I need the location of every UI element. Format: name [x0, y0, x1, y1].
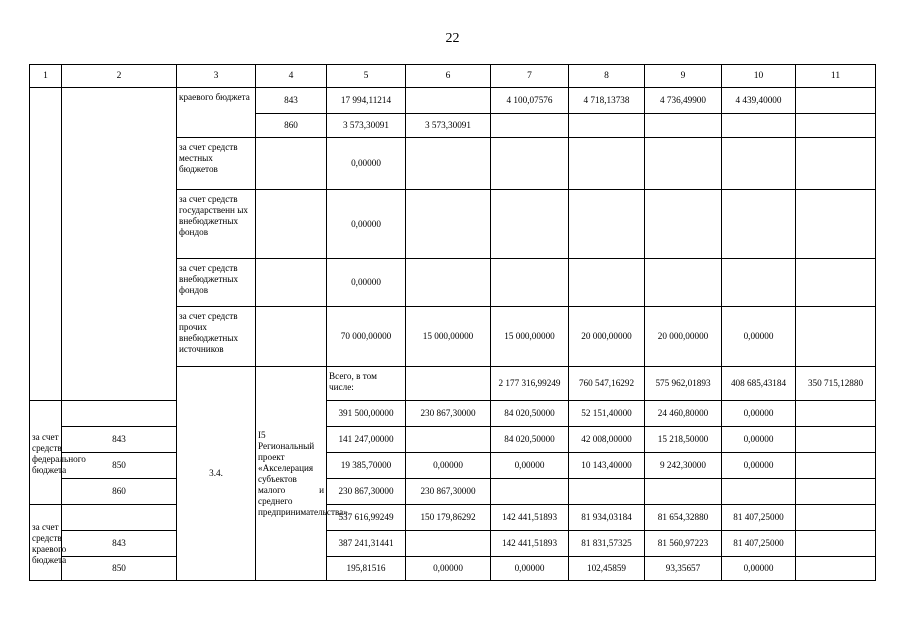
value-cell: 3 573,30091 [327, 114, 406, 138]
budget-code: 860 [256, 114, 327, 138]
value-cell: 230 867,30000 [327, 479, 406, 505]
value-cell: 350 715,12880 [796, 367, 876, 401]
value-cell: 0,00000 [491, 557, 569, 581]
name-cell-empty [62, 88, 177, 401]
page-number: 22 [445, 31, 460, 46]
column-header: 1 [30, 65, 62, 88]
value-cell: 4 100,07576 [491, 88, 569, 114]
value-cell: 0,00000 [406, 453, 491, 479]
value-cell: 142 441,51893 [491, 531, 569, 557]
value-cell [406, 427, 491, 453]
value-cell [491, 114, 569, 138]
value-cell [491, 138, 569, 190]
budget-code [256, 307, 327, 367]
value-cell: 81 407,25000 [722, 531, 796, 557]
value-cell: 17 994,11214 [327, 88, 406, 114]
budget-code [256, 259, 327, 307]
column-header: 3 [177, 65, 256, 88]
value-cell: 537 616,99249 [327, 505, 406, 531]
value-cell: 10 143,40000 [569, 453, 645, 479]
value-cell [796, 479, 876, 505]
table-row [30, 505, 876, 531]
value-cell [796, 531, 876, 557]
value-cell [569, 479, 645, 505]
source-extrabudgetary-funds: за счет средств внебюджетных фондов [177, 259, 256, 307]
value-cell: 230 867,30000 [406, 479, 491, 505]
value-cell [796, 427, 876, 453]
value-cell [796, 114, 876, 138]
value-cell [491, 259, 569, 307]
table-row [30, 88, 876, 114]
value-cell [569, 259, 645, 307]
value-cell: 24 460,80000 [645, 401, 722, 427]
table-row [30, 531, 876, 557]
value-cell: 0,00000 [327, 138, 406, 190]
value-cell: 20 000,00000 [645, 307, 722, 367]
column-header: 10 [722, 65, 796, 88]
value-cell: 19 385,70000 [327, 453, 406, 479]
budget-code [256, 138, 327, 190]
table-row [30, 427, 876, 453]
value-cell [722, 479, 796, 505]
value-cell: 195,81516 [327, 557, 406, 581]
column-header: 4 [256, 65, 327, 88]
value-cell: 230 867,30000 [406, 401, 491, 427]
value-cell: 15 218,50000 [645, 427, 722, 453]
value-cell [796, 259, 876, 307]
value-cell: 0,00000 [327, 259, 406, 307]
budget-code: 850 [62, 453, 177, 479]
value-cell: 20 000,00000 [569, 307, 645, 367]
value-cell [722, 259, 796, 307]
value-cell: 142 441,51893 [491, 505, 569, 531]
column-header: 7 [491, 65, 569, 88]
value-cell: 81 831,57325 [569, 531, 645, 557]
value-cell: 81 654,32880 [645, 505, 722, 531]
value-cell: 141 247,00000 [327, 427, 406, 453]
value-cell: 0,00000 [722, 307, 796, 367]
value-cell [569, 190, 645, 259]
budget-code: 850 [62, 557, 177, 581]
value-cell: 760 547,16292 [569, 367, 645, 401]
value-cell: 0,00000 [327, 190, 406, 259]
table-row [30, 557, 876, 581]
value-cell [796, 88, 876, 114]
value-cell: 3 573,30091 [406, 114, 491, 138]
value-cell: 2 177 316,99249 [491, 367, 569, 401]
value-cell: 93,35657 [645, 557, 722, 581]
value-cell [645, 259, 722, 307]
value-cell: 84 020,50000 [491, 427, 569, 453]
value-cell: 387 241,31441 [327, 531, 406, 557]
value-cell: 102,45859 [569, 557, 645, 581]
source-regional-budget-full: за счет средств краевого бюджета [30, 505, 62, 581]
value-cell [722, 138, 796, 190]
value-cell: 81 934,03184 [569, 505, 645, 531]
budget-code [256, 190, 327, 259]
value-cell [569, 138, 645, 190]
value-cell: 408 685,43184 [722, 367, 796, 401]
source-total: Всего, в том числе: [327, 367, 406, 401]
value-cell [796, 307, 876, 367]
column-header: 8 [569, 65, 645, 88]
value-cell: 4 439,40000 [722, 88, 796, 114]
value-cell: 70 000,00000 [327, 307, 406, 367]
column-number-row [30, 65, 876, 88]
budget-code [62, 401, 177, 427]
value-cell: 0,00000 [722, 453, 796, 479]
value-cell [406, 531, 491, 557]
value-cell: 0,00000 [722, 557, 796, 581]
value-cell [722, 190, 796, 259]
budget-code: 843 [62, 531, 177, 557]
value-cell: 4 736,49900 [645, 88, 722, 114]
source-regional-budget: краевого бюджета [177, 88, 256, 138]
value-cell [796, 138, 876, 190]
number-cell-empty [30, 88, 62, 401]
value-cell: 391 500,00000 [327, 401, 406, 427]
value-cell [406, 138, 491, 190]
source-state-extrabudgetary-funds: за счет средств государственн ых внебюджетных фондов [177, 190, 256, 259]
source-other-extrabudgetary: за счет средств прочих внебюджетных источников [177, 307, 256, 367]
value-cell [569, 114, 645, 138]
value-cell: 0,00000 [491, 453, 569, 479]
source-local-budgets: за счет средств местных бюджетов [177, 138, 256, 190]
value-cell [796, 190, 876, 259]
value-cell [645, 479, 722, 505]
project-title: I5 Региональный проект «Акселерация субъектов малого и среднего предпринимательства» [256, 367, 327, 581]
value-cell: 4 718,13738 [569, 88, 645, 114]
value-cell [722, 114, 796, 138]
value-cell: 15 000,00000 [406, 307, 491, 367]
value-cell [645, 114, 722, 138]
value-cell [796, 401, 876, 427]
column-header: 6 [406, 65, 491, 88]
value-cell: 15 000,00000 [491, 307, 569, 367]
value-cell: 0,00000 [722, 401, 796, 427]
value-cell: 0,00000 [406, 557, 491, 581]
table-row [30, 479, 876, 505]
value-cell: 575 962,01893 [645, 367, 722, 401]
budget-code [62, 505, 177, 531]
value-cell: 150 179,86292 [406, 505, 491, 531]
value-cell: 84 020,50000 [491, 401, 569, 427]
project-number: 3.4. [177, 367, 256, 581]
column-header: 2 [62, 65, 177, 88]
budget-code: 860 [62, 479, 177, 505]
value-cell: 9 242,30000 [645, 453, 722, 479]
budget-code: 843 [256, 88, 327, 114]
value-cell [406, 190, 491, 259]
value-cell: 81 407,25000 [722, 505, 796, 531]
value-cell [796, 505, 876, 531]
column-header: 9 [645, 65, 722, 88]
table-row [30, 401, 876, 427]
value-cell [406, 88, 491, 114]
value-cell: 0,00000 [722, 427, 796, 453]
value-cell [491, 190, 569, 259]
column-header: 5 [327, 65, 406, 88]
value-cell [645, 190, 722, 259]
value-cell [645, 138, 722, 190]
value-cell [796, 453, 876, 479]
value-cell: 42 008,00000 [569, 427, 645, 453]
value-cell: 52 151,40000 [569, 401, 645, 427]
budget-code [406, 367, 491, 401]
budget-code: 843 [62, 427, 177, 453]
value-cell [796, 557, 876, 581]
table-row [30, 453, 876, 479]
value-cell [406, 259, 491, 307]
value-cell [491, 479, 569, 505]
budget-table [29, 64, 876, 581]
source-federal-budget: за счет средств федерального бюджета [30, 401, 62, 505]
column-header: 11 [796, 65, 876, 88]
value-cell: 81 560,97223 [645, 531, 722, 557]
